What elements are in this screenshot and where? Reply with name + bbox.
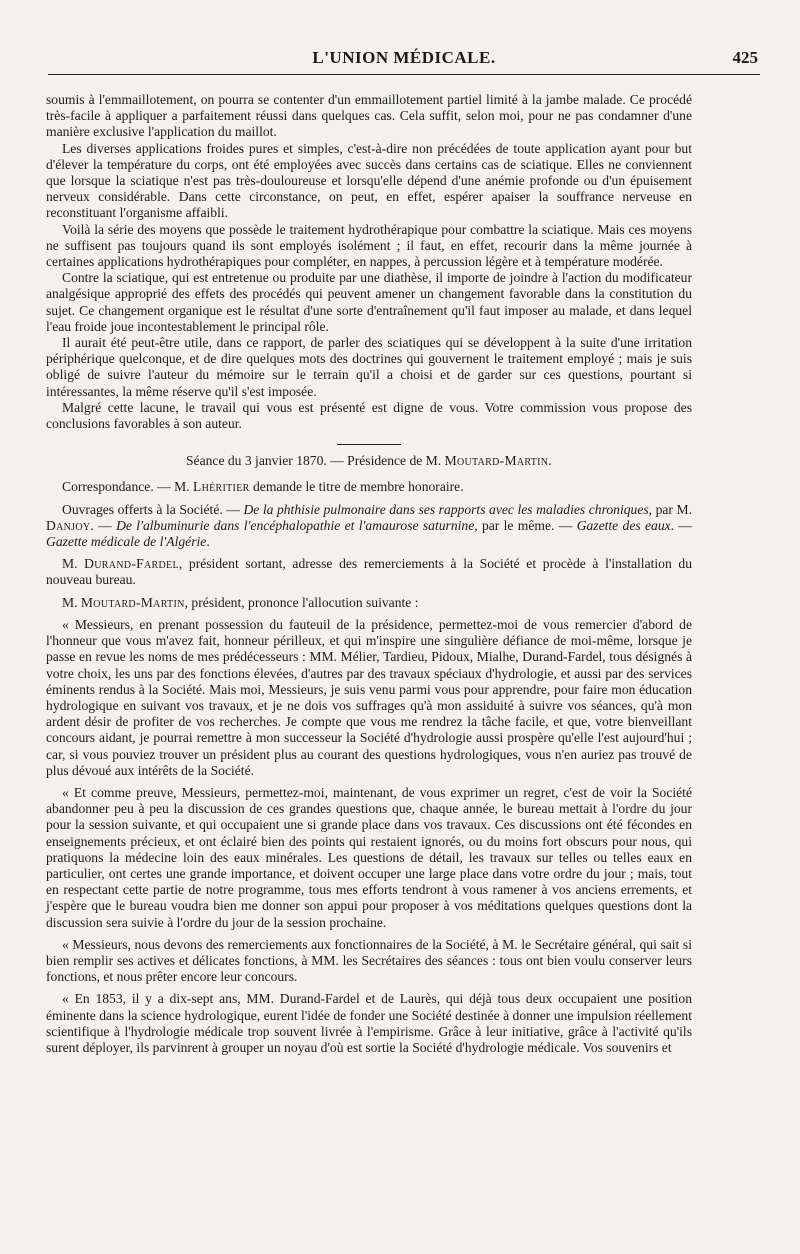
speech-paragraph-regret: « Et comme preuve, Messieurs, permettez-moi, maintenant, de vous exprimer un regret, c'est de voir la Société abandonner peu à peu la discussion de ces grandes questions que, chaque année, le bureau mettait à l'ordre du jour pour la session suivante, et qui occupaient une si grande place dans vos travaux. Ces discussions ont été fécondes en enseignements précieux, et ont éclairé bien des points qui restaient ignorés, ou du moins fort obscurs pour nous, qui pratiquons la médecine loin des eaux minérales. Les questions de détail, les travaux sur telles ou telles eaux en particulier, ont certes une grande importance, et doivent occuper une large place dans votre ordre du jour ; mais, tout en respectant cette partie de notre programme, tous mes efforts tendront à vous ramener à vos anciens errements, et j'espère que le bureau voudra bien me donner son appui pour proposer à vos méditations quelques questions dont la discussion sera suivie à l'ordre du jour de la session prochaine. bbox=[46, 784, 692, 930]
moutard-rest: , président, prononce l'allocution suivante : bbox=[184, 594, 419, 610]
ouvrages-same: , par le même. — bbox=[474, 517, 573, 533]
speech-paragraph-fondation: « En 1853, il y a dix-sept ans, MM. Durand-Fardel et de Laurès, qui déjà tous deux occupaient une position éminente dans la science hydrologique, eurent l'idée de fonder une Société destinée à donner une impulsion réellement scientifique à l'hydrologie médicale trop souvent livrée à l'empirisme. Grâce à leur initiative, grâce à l'activité qu'ils surent déployer, ils parvinrent à grouper un noyau d'où est sortie la Société d'hydrologie médicale. Vos souvenirs et bbox=[46, 991, 692, 1055]
ouvrages-title-phthisie: De la phthisie pulmonaire dans ses rapports avec les maladies chroniques bbox=[243, 501, 649, 517]
session-president: Moutard-Martin. bbox=[444, 453, 553, 469]
correspondance-rest: demande le titre de membre honoraire. bbox=[252, 479, 464, 495]
paragraph-conclusion: Malgré cette lacune, le travail qui vous est présenté est digne de vous. Votre commission vous propose des conclusions favorables à son auteur. bbox=[46, 399, 692, 432]
article-body bbox=[46, 92, 692, 1056]
correspondance-label: Correspondance. — M. bbox=[62, 479, 190, 495]
page-header bbox=[48, 46, 760, 75]
ouvrages-title-albuminurie: De l'albuminurie dans l'encéphalopathie et l'amaurose saturnine bbox=[116, 517, 475, 533]
section-divider bbox=[337, 444, 401, 445]
ouvrages-author: Danjoy bbox=[46, 517, 91, 533]
session-title-text: Séance du 3 janvier 1870. — Présidence de M. bbox=[185, 453, 442, 469]
speech-paragraph-fonctionnaires: « Messieurs, nous devons des remerciements aux fonctionnaires de la Société, à M. le Secrétaire général, qui sait si bien remplir ses actives et délicates fonctions, à MM. les Secrétaires des séances : tous ont bien voulu conserver leurs fonctions, et nous prêter encore leur concours. bbox=[46, 936, 692, 985]
paragraph-ouvrages bbox=[46, 502, 692, 551]
paragraph-applications-froides: Les diverses applications froides pures et simples, c'est-à-dire non précédées de toute application ayant pour but d'élever la température du corps, ont été employées avec succès dans certains cas de sciatique. Elles ne conviennent que lorsque la sciatique n'est pas très-douloureuse et lorsqu'elle dépend d'une anémie profonde ou d'un épuisement nerveux considérable. Dans cette circonstance, on peut, en effet, espérer apaiser la souffrance nerveuse en reconstituant l'organisme affaibli. bbox=[46, 140, 692, 221]
ouvrages-title-gazette-eaux: Gazette des eaux bbox=[576, 517, 671, 533]
running-title: L'UNION MÉDICALE. bbox=[312, 48, 496, 67]
ouvrages-title-gazette-algerie: Gazette médicale de l'Algérie bbox=[46, 534, 207, 550]
paragraph-moyens-traitement: Voilà la série des moyens que possède le traitement hydrothérapique pour combattre la sciatique. Mais ces moyens ne suffisent pas toujours quand ils sont employés isolément ; il faut, en effet, recourir dans la même journée à certaines applications hydrothérapiques pour compléter, en nappes, à percussion légère et à température modérée. bbox=[46, 221, 692, 270]
ouvrages-end: . bbox=[206, 534, 210, 550]
durand-rest: , président sortant, adresse des remerciements à la Société et procède à l'installation du nouveau bureau. bbox=[46, 556, 692, 588]
ouvrages-dash: . — bbox=[670, 517, 692, 533]
ouvrages-by: , par M. bbox=[648, 501, 692, 517]
paragraph-moutard-martin bbox=[46, 595, 692, 611]
ouvrages-prefix: Ouvrages offerts à la Société. — bbox=[62, 501, 240, 517]
ouvrages-sep: . — bbox=[90, 517, 112, 533]
paragraph-durand-fardel bbox=[46, 556, 692, 588]
durand-m: M. bbox=[62, 556, 78, 572]
moutard-name: Moutard-Martin bbox=[80, 594, 185, 610]
paragraph-emmaillotement: soumis à l'emmaillotement, on pourra se contenter d'un emmaillotement partiel limité à la jambe malade. Ce procédé très-facile à appliquer a parfaitement réussi dans quelques cas. Cela suffit, selon moi, pour ne pas condamner d'une manière exclusive l'application du maillot. bbox=[46, 92, 692, 140]
moutard-m: M. bbox=[62, 594, 78, 610]
paragraph-diathese: Contre la sciatique, qui est entretenue ou produite par une diathèse, il importe de joindre à l'action du modificateur analgésique approprié des effets des procédés qui peuvent amener un changement favorable dans la constitution du sujet. Ce changement organique est le résultat d'une sorte d'entraînement qu'il faut imposer au malade, et dans lequel l'eau froide joue incontestablement le principal rôle. bbox=[46, 270, 692, 334]
paragraph-irritation: Il aurait été peut-être utile, dans ce rapport, de parler des sciatiques qui se développent à la suite d'une irritation périphérique quelconque, et de dire quelques mots des doctrines qui gouvernent le traitement employé ; mais je suis obligé de suivre l'auteur du mémoire sur le terrain qu'il a choisi et de garder sur ces questions, pourtant si intéressantes, la même réserve qu'il s'est imposée. bbox=[46, 335, 692, 399]
presidential-address bbox=[46, 617, 692, 1056]
page-number: 425 bbox=[732, 48, 758, 67]
session-heading bbox=[46, 453, 692, 469]
durand-name: Durand-Fardel bbox=[84, 556, 179, 572]
paragraph-correspondance bbox=[46, 479, 692, 495]
correspondance-name: Lhéritier bbox=[193, 479, 250, 495]
speech-paragraph-remerciements: « Messieurs, en prenant possession du fauteuil de la présidence, permettez-moi de vous remercier d'abord de l'honneur que vous m'avez fait, honneur périlleux, et qui m'inspire une singulière défiance de moi-même, lorsque je passe en revue les noms de mes prédécesseurs : MM. Mélier, Tardieu, Pidoux, Mialhe, Durand-Fardel, tous désignés à votre choix, les uns par des fonctions élevées, d'autres par des travaux spéciaux d'hydrologie, et aussi par des services éminents rendus à la Société. Mais moi, Messieurs, je suis venu parmi vous pour apprendre, pour faire mon éducation hydrologique en suivant vos travaux, et je ne dois vos suffrages qu'à mon assiduité à suivre vos séances, qu'à mon ardent désir de profiter de vos recherches. Je compte que vous me rendrez la tâche facile, et que, votre bienveillant concours aidant, je pourrai remettre à mon successeur la Société d'hydrologie aussi prospère qu'elle l'est aujourd'hui ; car, si vous pouviez trouver un président plus au courant des questions hydrologiques, vous n'en auriez pas trouvé de plus dévoué aux intérêts de la Société. bbox=[46, 616, 692, 778]
